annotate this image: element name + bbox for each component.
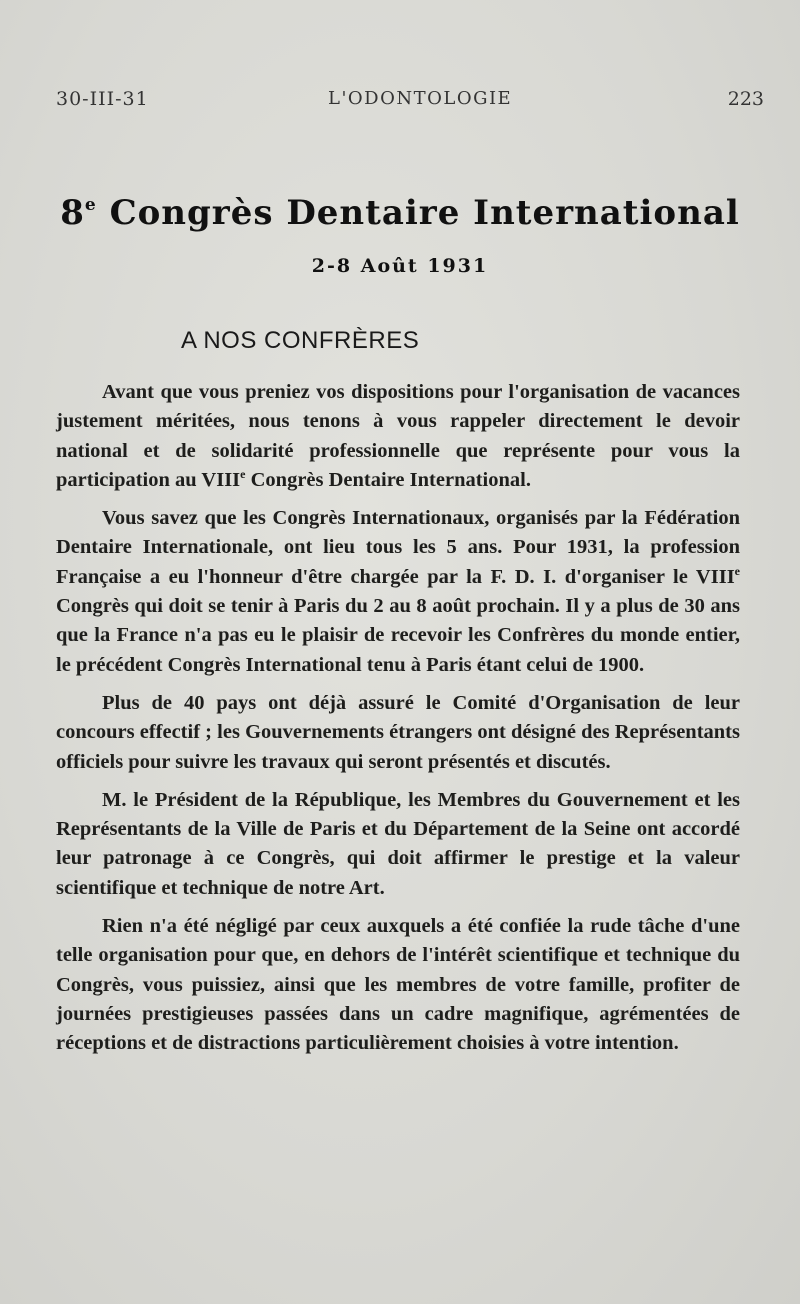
paragraph-text: M. le Président de la République, les Membres du Gouvernement et les Représentants de la Ville de Paris et du Département de la Seine ont accordé leur patronage à ce Congrès, qui doit affirmer le prestige et la valeur scientifique et technique de notre Art. bbox=[56, 788, 740, 899]
title-ordinal-sup: e bbox=[84, 195, 97, 215]
body-paragraph bbox=[56, 378, 740, 495]
paragraph-text: Congrès qui doit se tenir à Paris du 2 au 8 août prochain. Il y a plus de 30 ans que la France n'a pas eu le plaisir de recevoir les Confrères du monde entier, le précédent Congrès International tenu à Paris étant celui de 1900. bbox=[56, 595, 740, 676]
article-title bbox=[0, 193, 800, 233]
journal-name: L'ODONTOLOGIE bbox=[328, 88, 513, 109]
paragraph-text: Rien n'a été négligé par ceux auxquels a été confiée la rude tâche d'une telle organisation pour que, en dehors de l'intérêt scientifique et technique du Congrès, vous puissiez, ainsi que les membres de votre famille, profiter de journées prestigieuses passées dans un cadre magnifique, agrémentées de réceptions et de distractions particulièrement choisies à votre intention. bbox=[56, 915, 740, 1055]
body-paragraph bbox=[56, 689, 740, 777]
title-text: Congrès Dentaire International bbox=[109, 193, 740, 233]
title-ordinal: 8 bbox=[60, 193, 85, 233]
superscript: e bbox=[734, 563, 740, 578]
header-date: 30-III-31 bbox=[56, 88, 149, 110]
article-body bbox=[56, 378, 740, 1068]
congress-dates: 2-8 Août 1931 bbox=[311, 255, 489, 277]
body-paragraph bbox=[56, 786, 740, 903]
page-number: 223 bbox=[727, 88, 764, 110]
body-paragraph bbox=[56, 504, 740, 680]
paragraph-text: Congrès Dentaire International. bbox=[245, 468, 531, 491]
paragraph-text: Vous savez que les Congrès Internationaux, organisés par la Fédération Dentaire Internationale, ont lieu tous les 5 ans. Pour 1931, la profession Française a eu l'honneur d'être chargée par la F. D. I. d'organiser le VIII bbox=[56, 507, 740, 588]
superscript: e bbox=[240, 467, 246, 482]
paragraph-text: Avant que vous preniez vos dispositions pour l'organisation de vacances justement méritées, nous tenons à vous rappeler directement le devoir national et de solidarité professionnelle que représente pour vous la participation au VIII bbox=[56, 381, 740, 491]
body-paragraph bbox=[56, 912, 740, 1058]
paragraph-text: Plus de 40 pays ont déjà assuré le Comité d'Organisation de leur concours effectif ; les Gouvernements étrangers ont désigné des Représentants officiels pour suivre les travaux qui seront présentés et discutés. bbox=[56, 691, 740, 773]
section-heading: A NOS CONFRÈRES bbox=[181, 327, 420, 354]
